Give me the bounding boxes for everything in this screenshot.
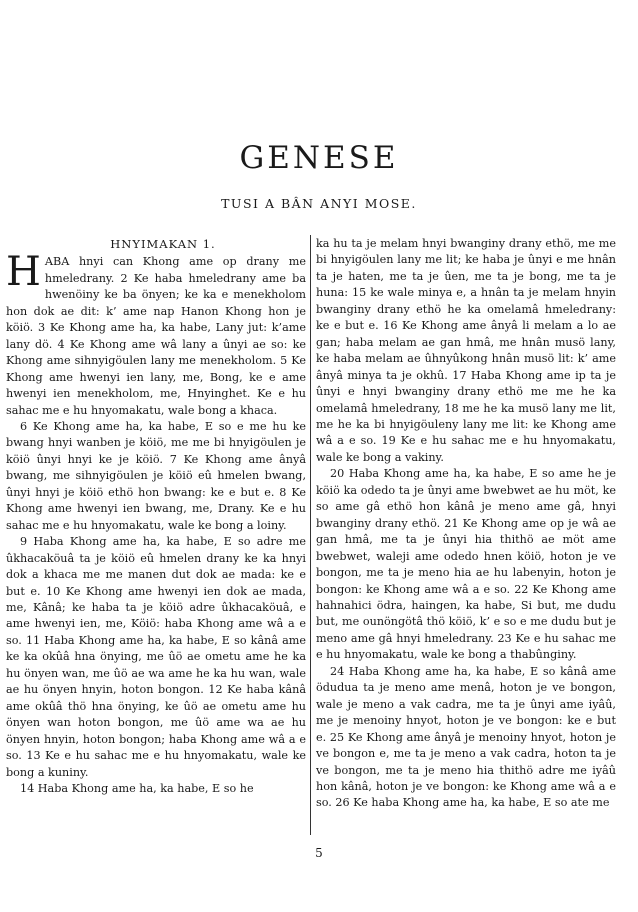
drop-cap: H (6, 249, 41, 296)
book-title: GENESE (239, 140, 399, 176)
chapter-heading: HNYIMAKAN 1. (110, 237, 216, 251)
paragraph-7: 24 Haba Khong ame ha, ka habe, E so kânâ ame ödudua ta je meno ame menâ, hoton je ve bongon, wale je meno a vak cadra, me ta je ûnyi ame iyâû, me je menoiny hnyot, hoton je ve bongon: ke e but e. 25 Ke Khong ame ânyâ je menoiny hnyot, hoton je ve bongon e, me ta je meno a vak cadra, hoton ta je ve bongon, me ta je meno hia thithö adre me iyâû hon kânâ, hoton je ve bongon: ke Khong ame wâ a e so. 26 Ke haba Khong ame ha, ka habe, E so ate me (316, 664, 616, 810)
paragraph-2: 6 Ke Khong ame ha, ka habe, E so e me hu ke bwang hnyi wanben je köiö, me me bi hnyigöulen je köiö ûnyi hnyi ke je köiö. 7 Ke Khong ame ânyâ bwang, me sihnyigöulen je köiö eû hmelen bwang, ûnyi hnyi je köiö ethö hon bwang: ke e but e. 8 Ke Khong ame hwenyi ien bwang, me, Drany. Ke e hu sahac me e hu hnyomakatu, wale ke bong a loiny. (6, 419, 306, 532)
paragraph-5: ka hu ta je melam hnyi bwanginy drany ethö, me me bi hnyigöulen lany me lit; ke haba je ûnyi e me hnân ta je haten, me ta je ûen, me ta je bong, me ta je huna: 15 ke wale minya e, a hnân ta je melam hnyin bwanginy drany ethö he ka omelamâ hmeledrany: ke e but e. 16 Ke Khong ame ânyâ li melam a lo ae gan; haba melam ae gan hmâ, me hnân musö lany, ke haba melam ae ûhnyûkong hnân musö lit: k’ ame ânyâ minya ta je okhû. 17 Haba Khong ame ip ta je ûnyi e hnyi bwanginy drany ethö me me he ka omelamâ hmeledrany, 18 me he ka musö lany me lit, me he ka bi hnyigöuleny lany me lit: ke Khong ame wâ a e so. 19 Ke e hu sahac me e hu hnyomakatu, wale ke bong a vakiny. (316, 237, 616, 464)
book-subtitle: TUSI A BÂN ANYI MOSE. (221, 196, 417, 211)
paragraph-6: 20 Haba Khong ame ha, ka habe, E so ame he je köiö ka odedo ta je ûnyi ame bwebwet ae hu möt, ke so ame gâ ethö hon kânâ je meno ame gâ, hnyi bwanginy drany ethö. 21 Ke Khong ame op je wâ ae gan hmâ, me ta je ûnyi hia thithö ae möt ame bwebwet, waleji ame odedo hnen köiö, hoton je ve bongon, me ta je meno hia ae hu labenyin, hoton je bongon: ke Khong ame wâ a e so. 22 Ke Khong ame hahnahici ödra, haingen, ka habe, Si but, me dudu but, me ounöngötâ thö köiö, k’ e so e me dudu but je meno ame gâ hnyi hmeledrany. 23 Ke e hu sahac me e hu hnyomakatu, wale ke bong a thabûnginy. (316, 467, 616, 662)
column-divider (310, 235, 311, 835)
paragraph-1 (6, 249, 306, 419)
paragraph-4: 14 Haba Khong ame ha, ka habe, E so he (20, 781, 254, 795)
paragraph-3: 9 Haba Khong ame ha, ka habe, E so adre me ûkhacaköuâ ta je köiö eû hmelen drany ke ka hnyi dok a khaca me me manen dut dok ae mada: ke e but e. 10 Ke Khong ame hwenyi ien dok ae mada, me, Kânâ; ke haba ta je köiö adre ûkhacaköuâ, e ame hwenyi ien, me, Köiö: haba Khong ame wâ a e so. 11 Haba Khong ame ha, ka habe, E so kânâ ame ke ka okûâ hna önying, me ûö ae ometu ame he ka hu önyen wan, me ûö ae wa ame he ka hu wan, wale ae hu önyen hnyin, hoton bongon. 12 Ke haba kânâ ame okûâ thö hna önying, ke ûö ae ometu ame hu önyen wan hoton bongon, me ûö ame wa ae hu önyen hnyin, hoton bongon; haba Khong ame wâ a e so. 13 Ke e hu sahac me e hu hnyomakatu, wale ke bong a kuniny. (6, 535, 306, 779)
left-column (6, 236, 306, 797)
right-column (316, 236, 616, 812)
paragraph-1-text: ABA hnyi can Khong ame op drany me hmeledrany. 2 Ke haba hmeledrany ame ba hwenöiny ke ba önyen; ke ka e menekholom hon dok ae dit: k’ ame nap Hanon Khong hon je köiö. 3 Ke Khong ame ha, ka habe, Lany jut: k’ame lany dö. 4 Ke Khong ame wâ lany a ûnyi ae so: ke Khong ame sihnyigöulen lany me menekholom. 5 Ke Khong ame hwenyi ien lany, me, Bong, ke e ame hwenyi ien menekholom, me, Hnyinghet. Ke e hu sahac me e hu hnyomakatu, wale bong a khaca. (6, 255, 306, 417)
page-number: 5 (315, 846, 323, 860)
